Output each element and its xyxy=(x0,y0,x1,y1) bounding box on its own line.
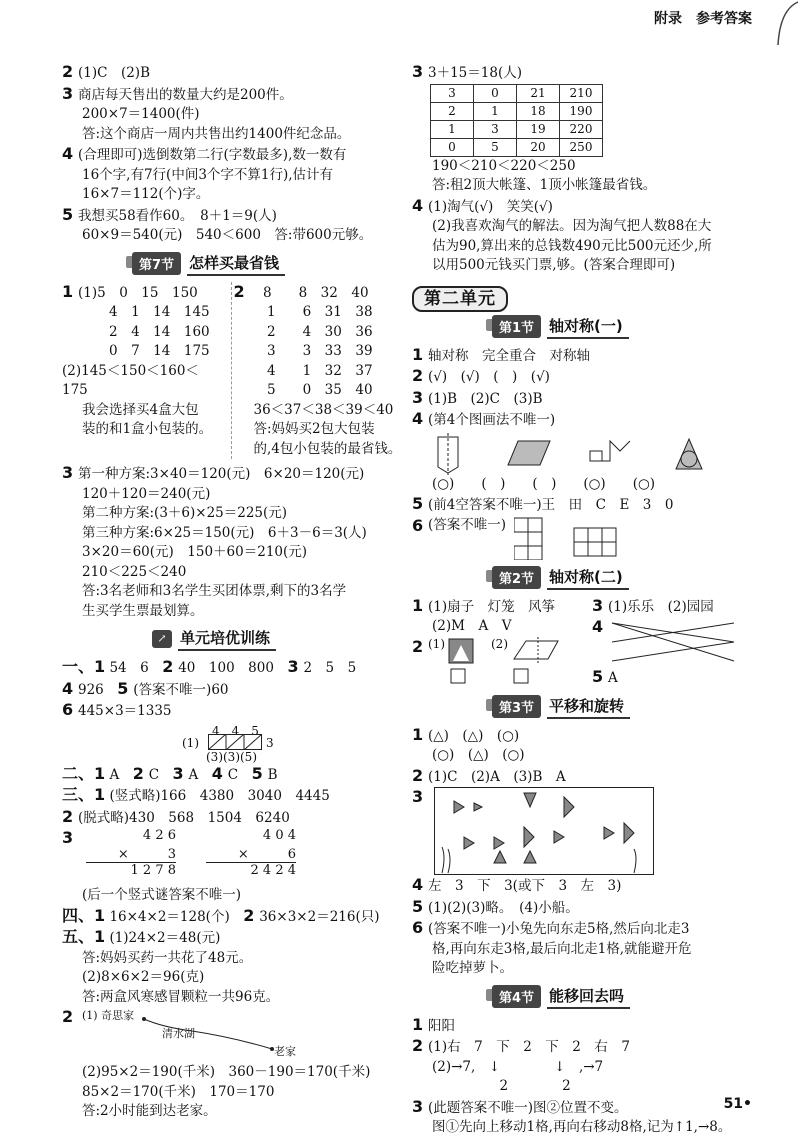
answer-line: 以用500元钱买门票,够。(答案合理即可) xyxy=(432,257,676,273)
answer: (1)B (2)C (3)B xyxy=(428,390,543,407)
map-start-label: (1) 奇思家 xyxy=(82,1009,135,1022)
answer: (2)M A V xyxy=(432,618,512,634)
answer: A xyxy=(188,766,199,783)
answer-4: (1)淘气(√) 笑笑(√) xyxy=(428,198,553,215)
table-cell: 19 xyxy=(517,120,560,138)
q1-text: 装的和1盒小包装的。 xyxy=(82,421,213,437)
answer-line: 200×7＝1400(件) xyxy=(82,106,200,122)
answer: 轴对称 完全重合 对称轴 xyxy=(428,347,590,364)
tent-table xyxy=(430,84,603,157)
q2-row: 8 8 32 40 xyxy=(249,284,369,301)
answer-3: 商店每天售出的数量大约是200件。 xyxy=(78,86,293,103)
section-tag: 第3节 xyxy=(492,695,541,718)
q2-text: 答:妈妈买2包大包装 xyxy=(253,421,375,437)
answer-line: 估为90,算出来的总钱数490元比500元还少,所 xyxy=(432,237,712,254)
section-title: 平移和旋转 xyxy=(547,695,630,719)
puzzle-note: (后一个竖式谜答案不唯一) xyxy=(82,887,242,903)
section-2-heading xyxy=(492,566,752,590)
section-title: 轴对称(一) xyxy=(547,315,629,339)
answer: (1)C (2)A (3)B A xyxy=(428,768,566,785)
q3-line: 生买学生票最划算。 xyxy=(82,602,204,619)
table-cell: 190 xyxy=(560,102,603,120)
table-cell: 210 xyxy=(560,84,603,102)
section-4-heading xyxy=(492,985,752,1009)
matching-lines xyxy=(608,617,738,667)
unit-training-title: 单元培优训练 xyxy=(178,627,276,651)
fraction-end: 3 xyxy=(266,735,274,750)
unit-2-heading xyxy=(412,284,752,309)
answer: (竖式略)166 4380 3040 4445 xyxy=(109,788,330,804)
answer-line: 2 2 xyxy=(432,1078,571,1094)
answer-line: (2)我喜欢淘气的解法。因为淘气把人数88在大 xyxy=(432,218,712,234)
answer-line: 格,再向东走3格,最后向北走1格,就能避开危 xyxy=(432,940,692,957)
answer-3-fish: 3 xyxy=(412,787,752,875)
answer: 2 5 5 xyxy=(303,660,357,676)
table-cell: 0 xyxy=(474,84,517,102)
answer: (1)24×2＝48(元) xyxy=(109,930,221,946)
fish-tank-figure xyxy=(434,787,654,875)
symmetry-lamp-icon xyxy=(445,637,481,685)
q2-row: 5 0 35 40 xyxy=(253,382,373,398)
symmetry-boat-icon xyxy=(508,637,568,685)
route-path xyxy=(132,1015,282,1055)
q2-text: 的,4包小包装的最省钱。 xyxy=(253,440,402,457)
answer: (答案不唯一)60 xyxy=(133,681,229,698)
page-number: 51• xyxy=(723,1096,752,1112)
answer-line: 190＜210＜220＜250 xyxy=(432,157,576,174)
vertical-calculation-puzzles: 3 4 2 6 × 3 1 2 7 8 4 0 4 × 6 2 4 2 4 xyxy=(62,828,296,878)
answer: (1)(2)(3)略。 (4)小船。 xyxy=(428,899,579,916)
answer-line: (2)8×6×2＝96(克) xyxy=(82,969,205,985)
section-title: 轴对称(二) xyxy=(547,566,629,590)
q3-line: 答:3名老师和3名学生买团体票,剩下的3名学 xyxy=(82,583,347,599)
answer-line: (2)→7, ↓ ↓ ,→7 xyxy=(432,1058,604,1075)
answer-line: 答:这个商店一周内共售出约1400件纪念品。 xyxy=(82,125,351,142)
answer: A xyxy=(109,766,120,783)
q1-text: (2)145＜150＜160＜ xyxy=(62,362,199,379)
q3-line: 3×20＝60(元) 150＋60＝210(元) xyxy=(82,544,308,560)
unit-2-title: 第二单元 xyxy=(412,286,508,312)
answer-line: 60×9＝540(元) 540＜600 答:带600元够。 xyxy=(82,227,373,243)
chart-icon: ↗ xyxy=(152,630,172,648)
net-shapes xyxy=(514,516,624,560)
section-title: 怎样买最省钱 xyxy=(187,252,285,276)
section-2-answers: 1 (1)扇子 灯笼 风筝 (2)M A V 2 (1) (2) 3 (1)乐乐 (2)园园 4 5 A xyxy=(412,596,752,689)
fig-label: (2) xyxy=(491,636,508,651)
answer: 926 xyxy=(78,681,104,698)
q2-row: 1 6 31 38 xyxy=(253,304,373,320)
answer: A xyxy=(608,670,618,686)
answer-line: 答:妈妈买药一共花了48元。 xyxy=(82,949,253,966)
answer: (○) (△) (○) xyxy=(432,747,525,763)
table-cell: 220 xyxy=(560,120,603,138)
answer-line: 85×2＝170(千米) 170＝170 xyxy=(82,1083,275,1100)
answer-line: (2)95×2＝190(千米) 360－190＝170(千米) xyxy=(82,1064,371,1080)
section-tag: 第1节 xyxy=(492,315,541,338)
table-cell: 2 xyxy=(431,102,474,120)
section-1-heading xyxy=(492,315,752,339)
answer: 左 3 下 3(或下 3 左 3) xyxy=(428,878,622,894)
table-cell: 20 xyxy=(517,138,560,156)
answer: (脱式略)430 568 1504 6240 xyxy=(78,809,290,826)
q2-row: 4 1 32 37 xyxy=(253,362,373,379)
answer: (1)右 7 下 2 下 2 右 7 xyxy=(428,1039,630,1055)
map-end-label: 老家 xyxy=(274,1045,296,1058)
q1-q2-block: 1 (1)5 0 15 150 4 1 14 145 2 4 14 160 0 7 14 175 (2)145＜150＜160＜ 175 我会选择买4盒大包 装的和1盒小包装的。 2 8 8 32 40 1 6 31 38 2 4 30 36 3 3 33 39 4 1 32 37 5 0 35 40 36＜37＜38＜39＜40 答:妈妈买2包大包装 的,4包小包装的最省钱。 xyxy=(62,282,402,460)
answer: 16×4×2＝128(个) xyxy=(109,908,230,925)
table-cell: 3 xyxy=(431,84,474,102)
answer-line: 答:两盒风寒感冒颗粒一共96克。 xyxy=(82,988,280,1005)
section-tag: 第4节 xyxy=(492,985,541,1008)
q1-row: 4 1 14 145 xyxy=(82,304,210,320)
answer-5: 我想买58看作60。 8＋1＝9(人) xyxy=(78,207,277,224)
q3-line: 第一种方案:3×40＝120(元) 6×20＝120(元) xyxy=(78,466,365,482)
answer: (前4空答案不唯一)王 田 C E 3 0 xyxy=(428,497,674,513)
answer: (1)乐乐 (2)园园 xyxy=(608,598,714,615)
section-tag: 第2节 xyxy=(492,566,541,589)
q2-row: 3 3 33 39 xyxy=(253,343,373,359)
fraction-box xyxy=(208,734,262,750)
fraction-bottom: (3)(3)(5) xyxy=(206,749,257,764)
section-title: 能移回去吗 xyxy=(547,985,630,1009)
unit-training-heading xyxy=(152,627,402,651)
q3-line: 第三种方案:6×25＝150(元) 6＋3－6＝3(人) xyxy=(82,524,367,541)
answer: 54 6 xyxy=(109,660,149,676)
section-tag: 第7节 xyxy=(132,252,181,275)
answer: 阳阳 xyxy=(428,1017,455,1034)
puzzle2-result: 2 4 2 4 xyxy=(250,863,296,878)
table-cell: 18 xyxy=(517,102,560,120)
q3-line: 第二种方案:(3＋6)×25＝225(元) xyxy=(82,505,288,521)
answer-line: 16×7＝112(个)字。 xyxy=(82,186,210,202)
q3-line: 120＋120＝240(元) xyxy=(82,485,211,502)
answer: (此题答案不唯一)图②位置不变。 xyxy=(428,1099,628,1116)
fraction-label: (1) xyxy=(182,735,199,750)
table-cell: 0 xyxy=(431,138,474,156)
answer-2: (1)C (2)B xyxy=(78,65,150,81)
answer: (答案不唯一)小兔先向东走5格,然后向北走3 xyxy=(428,921,690,937)
answer: C xyxy=(148,766,160,783)
q2-row: 2 4 30 36 xyxy=(253,323,373,340)
right-column: 3 3＋15＝18(人) 3 0 21 210 2 1 18 190 1 3 19 220 0 5 20 250 190＜210＜220＜250 答:租2顶大帐篷、1顶小帐篷最省钱。 4 (1)淘气(√) 笑笑(√) (2)我喜欢淘气的解法。因为淘气把人数88在大 估为90,算出来的总钱数490元比500元还少,所 以用500元钱买门票,够。(答案合理即可) 第二单元 第1节 轴对称(一) 1 轴对称 完全重合 对称轴 2 (√) (√) ( ) (√) 3 (1)B (2)C (3)B 4 (第4个图画法不唯一) (○) ( ) ( ) (○) (○) 5 (前4空答案不唯一)王 田 C E 3 0 6 (答案不唯一) 第2节 轴对称(二) 1 (1)扇子 灯笼 风筝 (2)M A V 2 (1) (2) 3 (1)乐乐 (2)园园 4 5 A 第3节 平移和旋转 1 (△) (△) (○) (○) (△) (○) 2 (1)C (2)A (3)B A 3 4 左 3 下 3(或下 3 左 3) 5 (1)(2)(3)略。 (4)小船。 6 (答案不唯一)小兔先向东走5格,然后向北走3 格,再向东走3格,最后向北走1格,就能避开危 险吃掉萝卜。 第4节 能移回去吗 1 阳阳 2 (1)右 7 下 2 下 2 右 7 (2)→7, ↓ ↓ ,→7 2 2 3 (此题答案不唯一)图②位置不变。 图①先向上移动1格,再向右移动8格,记为↑1,→8。 xyxy=(412,62,752,1138)
answer: C xyxy=(227,766,239,783)
answer: 36×3×2＝216(只) xyxy=(259,908,380,925)
q1-text: 我会选择买4盒大包 xyxy=(82,401,199,418)
puzzle1-result: 1 2 7 8 xyxy=(130,863,176,878)
table-cell: 1 xyxy=(474,102,517,120)
puzzle2-top: 4 0 4 xyxy=(262,828,296,843)
left-column: 2 (1)C (2)B 3 商店每天售出的数量大约是200件。 200×7＝1400(件) 答:这个商店一周内共售出约1400件纪念品。 4 (合理即可)选倒数第二行(字数最多),数一数有 16个字,有7行(中间3个字不算1行),估计有 16×7＝112(个)字。 5 我想买58看作60。 8＋1＝9(人) 60×9＝540(元) 540＜600 答:带600元够。 第7节 怎样买最省钱 1 (1)5 0 15 150 4 1 14 145 2 4 14 160 0 7 14 175 (2)145＜150＜160＜ 175 我会选择买4盒大包 装的和1盒小包装的。 2 8 8 32 40 1 6 31 38 2 4 30 36 3 3 33 39 4 1 32 37 5 0 35 40 36＜37＜38＜39＜40 答:妈妈买2包大包装 的,4包小包装的最省钱。 3 第一种方案:3×40＝120(元) 6×20＝120(元) 120＋120＝240(元) 第二种方案:(3＋6)×25＝225(元) 第三种方案:6×25＝150(元) 6＋3－6＝3(人) 3×20＝60(元) 150＋60＝210(元) 210＜225＜240 答:3名老师和3名学生买团体票,剩下的3名学 生买学生票最划算。 ↗ 单元培优训练 一、1 54 6 2 40 100 800 3 2 5 5 4 926 5 (答案不唯一)60 6 445×3＝1335 4 4 5 (1) 3 (3)(3)(5) 二、1 A 2 C 3 A 4 C 5 B 三、1 (竖式略)166 4380 3040 4445 2 (脱式略)430 568 1504 6240 3 4 2 6 × 3 1 2 7 8 4 0 4 × 6 2 4 2 4 (后一个竖式谜答案不唯一) 四、1 16×4×2＝128(个) 2 36×3×2＝216(只) 五、1 (1)24×2＝48(元) 答:妈妈买药一共花了48元。 (2)8×6×2＝96(克) 答:两盒风寒感冒颗粒一共96克。 2 (1) 奇思家 清水湖 老家 (2)95×2＝190(千米) 360－190＝170(千米) 85×2＝170(千米) 170＝170 答:2小时能到达老家。 xyxy=(62,62,402,1122)
map-lake-label: 清水湖 xyxy=(162,1027,195,1040)
answer: 40 100 800 xyxy=(178,660,274,676)
q2-text: 36＜37＜38＜39＜40 xyxy=(253,401,394,418)
fraction-top: 4 4 5 xyxy=(212,723,259,738)
q1-row: (1)5 0 15 150 xyxy=(78,284,198,301)
answer: (答案不唯一) xyxy=(428,516,507,533)
fig-label: (1) xyxy=(428,636,445,651)
answer: (△) (△) (○) xyxy=(428,727,520,744)
answer: (1)扇子 灯笼 风筝 xyxy=(428,598,556,615)
answer-line: 图①先向上移动1格,再向右移动8格,记为↑1,→8。 xyxy=(432,1119,732,1135)
page-header: 附录 参考答案 xyxy=(654,11,752,27)
answer-6: 6 (答案不唯一) xyxy=(412,516,752,560)
q1-row: 2 4 14 160 xyxy=(82,323,210,340)
table-cell: 5 xyxy=(474,138,517,156)
table-cell: 21 xyxy=(517,84,560,102)
table-cell: 250 xyxy=(560,138,603,156)
answer-line: 险吃掉萝卜。 xyxy=(432,960,513,976)
fraction-diagram xyxy=(182,722,402,764)
symmetry-figures xyxy=(430,431,750,475)
answer: (第4个图画法不唯一) xyxy=(428,412,556,428)
puzzle1-top: 4 2 6 xyxy=(142,828,176,843)
answer-line: 答:租2顶大帐篷、1顶小帐篷最省钱。 xyxy=(432,177,657,193)
answer-marks: (○) ( ) ( ) (○) (○) xyxy=(432,475,656,492)
answer: 445×3＝1335 xyxy=(78,703,172,719)
header-curve-decoration xyxy=(740,0,800,60)
answer: B xyxy=(267,766,278,783)
answer-line: 16个字,有7行(中间3个字不算1行),估计有 xyxy=(82,166,334,183)
answer: (√) (√) ( ) (√) xyxy=(428,369,550,385)
section-3-heading xyxy=(492,695,752,719)
q1-text: 175 xyxy=(62,382,88,398)
route-map: 2 (1) 奇思家 清水湖 老家 xyxy=(62,1007,296,1058)
table-cell: 1 xyxy=(431,120,474,138)
table-cell: 3 xyxy=(474,120,517,138)
answer-4: (合理即可)选倒数第二行(字数最多),数一数有 xyxy=(78,147,347,163)
section-7-heading xyxy=(132,252,402,276)
answer-line: 答:2小时能到达老家。 xyxy=(82,1103,217,1119)
q1-row: 0 7 14 175 xyxy=(82,343,210,359)
answer-3: 3＋15＝18(人) xyxy=(428,65,522,81)
puzzle2-mult: × 6 xyxy=(206,843,296,863)
puzzle1-mult: × 3 xyxy=(86,843,176,863)
q3-line: 210＜225＜240 xyxy=(82,563,187,580)
